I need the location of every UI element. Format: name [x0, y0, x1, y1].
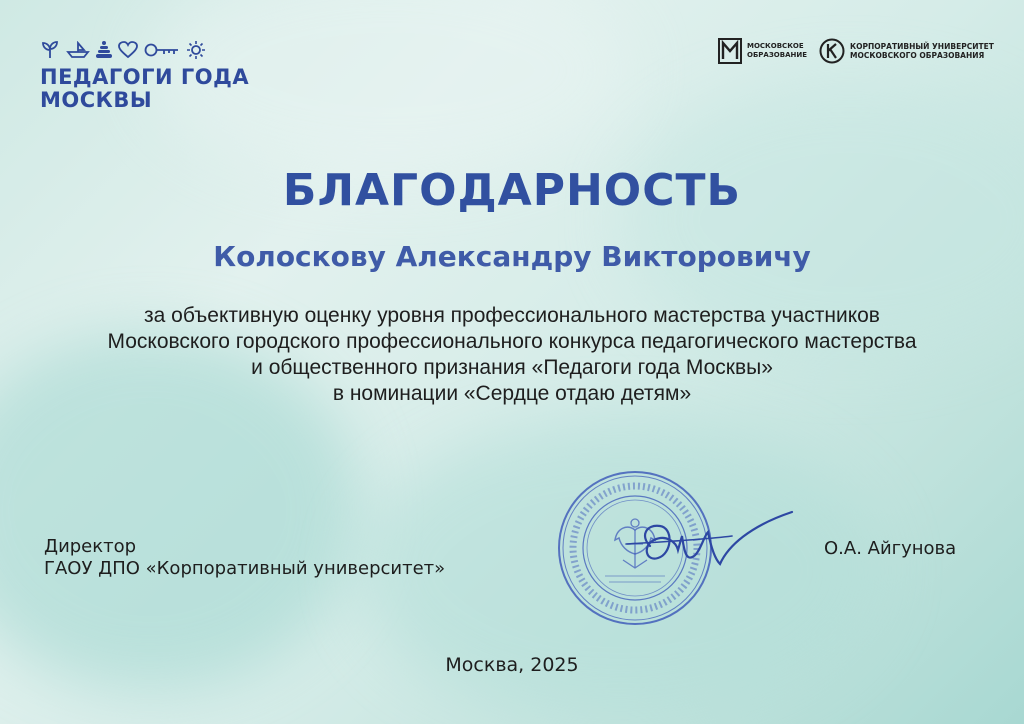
moscow-education-emblem-icon	[718, 38, 742, 64]
heart-icon	[118, 41, 138, 59]
partner1-line2: ОБРАЗОВАНИЕ	[747, 51, 808, 59]
document-title: БЛАГОДАРНОСТЬ	[282, 165, 742, 216]
project-logo	[40, 38, 249, 112]
pyramid-icon	[96, 40, 112, 60]
signer-position-line1: Директор	[44, 536, 137, 557]
recipient-name: Колоскову Александру Викторовичу	[213, 240, 811, 273]
corporate-university-emblem-icon	[819, 38, 845, 64]
handwritten-signature	[620, 506, 800, 586]
sun-icon	[186, 40, 206, 60]
key-icon	[144, 42, 180, 58]
project-title-line2: МОСКВЫ	[40, 88, 153, 112]
body-line: за объективную оценку уровня профессионального мастерства участников	[144, 304, 880, 327]
sprout-icon	[40, 41, 60, 59]
partner2-line2: МОСКОВСКОГО ОБРАЗОВАНИЯ	[850, 51, 985, 60]
body-line: Московского городского профессионального конкурса педагогического мастерства	[107, 330, 917, 353]
city-year: Москва, 2025	[445, 654, 579, 676]
boat-icon	[66, 41, 90, 59]
partner2-line1: КОРПОРАТИВНЫЙ УНИВЕРСИТЕТ	[850, 42, 994, 51]
logo-icon-row	[40, 38, 249, 62]
partner-logos	[718, 38, 994, 64]
signer-position-line2: ГАОУ ДПО «Корпоративный университет»	[44, 558, 446, 579]
signer-position	[44, 536, 445, 580]
body-line: в номинации «Сердце отдаю детям»	[332, 382, 692, 405]
project-title-line1: ПЕДАГОГИ ГОДА	[40, 65, 250, 89]
body-line: и общественного признания «Педагоги года Москвы»	[251, 356, 773, 379]
signer-name: О.А. Айгунова	[824, 538, 957, 559]
corporate-university-logo	[819, 38, 994, 64]
moscow-education-logo	[718, 38, 807, 64]
document-body	[0, 303, 1024, 407]
partner1-line1: МОСКОВСКОЕ	[747, 42, 804, 50]
